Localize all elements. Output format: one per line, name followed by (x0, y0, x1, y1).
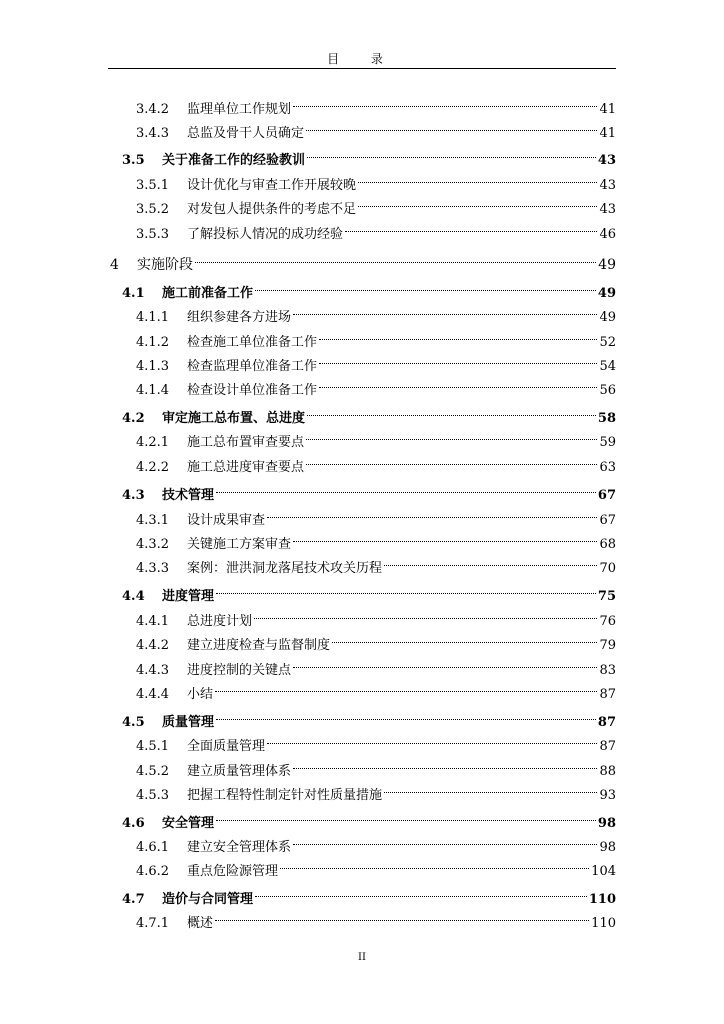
toc-entry-number: 4.2 (122, 411, 145, 426)
toc-entry-number: 4.4 (122, 589, 145, 604)
toc-entry-page: 49 (597, 286, 616, 301)
toc-entry-title: 进度控制的关键点 (187, 663, 292, 678)
toc-entry-title: 组织参建各方进场 (187, 310, 292, 325)
toc-dot-leader (267, 730, 597, 750)
toc-dot-leader (293, 301, 597, 321)
toc-entry[interactable] (136, 831, 616, 855)
page-header-title: 目 录 (327, 52, 397, 66)
toc-entry-number: 4.6.2 (136, 864, 170, 879)
toc-entry-page: 76 (599, 614, 616, 629)
toc-dot-leader (195, 249, 596, 269)
toc-entry-number: 4.2.2 (136, 460, 170, 475)
toc-entry-page: 98 (597, 816, 616, 831)
toc-entry-page: 68 (599, 537, 616, 552)
toc-entry[interactable] (136, 779, 616, 803)
toc-entry-number: 4.5.1 (136, 739, 170, 754)
toc-entry-number: 3.5.2 (136, 202, 170, 217)
toc-entry-title: 检查施工单位准备工作 (187, 335, 318, 350)
toc-dot-leader (306, 451, 597, 471)
toc-entry[interactable] (136, 426, 616, 450)
toc-entry-title: 总进度计划 (187, 614, 253, 629)
toc-entry-title: 施工总布置审查要点 (187, 435, 305, 450)
toc-entry[interactable] (136, 730, 616, 754)
toc-entry-number: 4.6.1 (136, 840, 170, 855)
toc-entry-title: 审定施工总布置、总进度 (162, 411, 306, 426)
toc-dot-leader (216, 479, 596, 499)
toc-entry-number: 4.1.4 (136, 383, 170, 398)
toc-entry[interactable] (136, 117, 616, 141)
toc-entry-number: 4.1.3 (136, 359, 170, 374)
toc-entry-page: 41 (599, 102, 616, 117)
page-number: II (358, 952, 366, 963)
toc-entry[interactable] (136, 755, 616, 779)
toc-entry-title: 建立进度检查与监督制度 (187, 638, 331, 653)
toc-dot-leader (255, 277, 596, 297)
toc-entry-number: 4.1.2 (136, 335, 170, 350)
toc-entry-page: 98 (599, 840, 616, 855)
toc-entry[interactable] (136, 218, 616, 242)
toc-entry-title: 监理单位工作规划 (187, 102, 292, 117)
toc-entry[interactable] (136, 552, 616, 576)
toc-entry[interactable] (136, 629, 616, 653)
toc-entry[interactable] (122, 144, 616, 168)
toc-entry-page: 58 (597, 411, 616, 426)
toc-entry[interactable] (136, 907, 616, 931)
toc-entry-number: 4.7.1 (136, 916, 170, 931)
toc-entry[interactable] (136, 169, 616, 193)
toc-entry-number: 4.5.2 (136, 764, 170, 779)
toc-entry[interactable] (122, 807, 616, 831)
toc-entry[interactable] (122, 706, 616, 730)
toc-entry[interactable] (136, 374, 616, 398)
toc-entry-page: 63 (599, 460, 616, 475)
toc-entry-page: 70 (599, 561, 616, 576)
toc-dot-leader (358, 169, 597, 189)
toc-dot-leader (293, 654, 597, 674)
toc-entry-number: 3.5 (122, 153, 145, 168)
toc-dot-leader (293, 755, 597, 775)
toc-entry-number: 4.4.1 (136, 614, 170, 629)
toc-entry-page: 79 (599, 638, 616, 653)
toc-entry[interactable] (122, 402, 616, 426)
toc-entry-title: 施工总进度审查要点 (187, 460, 305, 475)
toc-dot-leader (307, 144, 596, 164)
toc-entry-title: 质量管理 (162, 715, 215, 730)
toc-entry-title: 设计优化与审查工作开展较晚 (187, 178, 357, 193)
header-divider (108, 68, 616, 69)
toc-entry-number: 4.3.2 (136, 537, 170, 552)
toc-dot-leader (254, 605, 597, 625)
toc-entry-number: 4.3.1 (136, 513, 170, 528)
toc-entry[interactable] (122, 277, 616, 301)
toc-entry-title: 概述 (187, 916, 214, 931)
toc-entry-page: 75 (597, 589, 616, 604)
toc-entry[interactable] (136, 326, 616, 350)
toc-entry-title: 设计成果审查 (187, 513, 266, 528)
toc-dot-leader (332, 629, 597, 649)
toc-entry-title: 总监及骨干人员确定 (187, 126, 305, 141)
toc-entry[interactable] (136, 678, 616, 702)
toc-dot-leader (255, 883, 587, 903)
toc-entry-number: 4.1.1 (136, 310, 170, 325)
toc-entry-number: 3.5.1 (136, 178, 170, 193)
toc-entry-title: 检查监理单位准备工作 (187, 359, 318, 374)
toc-entry-page: 93 (599, 788, 616, 803)
toc-entry-number: 4.4.3 (136, 663, 170, 678)
toc-entry-page: 49 (598, 257, 616, 273)
toc-dot-leader (345, 218, 597, 238)
toc-entry-page: 49 (599, 310, 616, 325)
toc-entry-number: 4.4.4 (136, 687, 170, 702)
toc-dot-leader (306, 117, 597, 137)
toc-entry-title: 安全管理 (162, 816, 215, 831)
toc-dot-leader (293, 831, 597, 851)
toc-entry[interactable] (122, 883, 616, 907)
toc-entry-number: 4.1 (122, 286, 145, 301)
toc-entry-page: 110 (591, 916, 616, 931)
toc-entry-number: 4.5.3 (136, 788, 170, 803)
toc-entry-title: 关键施工方案审查 (187, 537, 292, 552)
toc-entry[interactable] (122, 479, 616, 503)
toc-entry-title: 关于准备工作的经验教训 (162, 153, 306, 168)
toc-dot-leader (280, 855, 589, 875)
toc-entry-page: 67 (597, 488, 616, 503)
toc-entry-number: 4.3 (122, 488, 145, 503)
toc-entry[interactable] (122, 580, 616, 604)
toc-entry[interactable] (110, 249, 616, 273)
toc-dot-leader (267, 504, 597, 524)
toc-entry-page: 104 (591, 864, 616, 879)
toc-entry-title: 进度管理 (162, 589, 215, 604)
toc-dot-leader (215, 907, 589, 927)
toc-dot-leader (384, 552, 597, 572)
toc-entry-number: 4.5 (122, 715, 145, 730)
toc-entry[interactable] (136, 855, 616, 879)
toc-entry-page: 46 (599, 227, 616, 242)
toc-entry-title: 重点危险源管理 (187, 864, 279, 879)
toc-entry-number: 4.4.2 (136, 638, 170, 653)
toc-entry-title: 技术管理 (162, 488, 215, 503)
toc-dot-leader (216, 807, 596, 827)
toc-dot-leader (215, 678, 597, 698)
toc-entry[interactable] (136, 451, 616, 475)
toc-entry-page: 43 (599, 202, 616, 217)
toc-entry-title: 实施阶段 (137, 257, 193, 273)
toc-dot-leader (306, 426, 597, 446)
toc-entry[interactable] (136, 350, 616, 374)
toc-entry-number: 4.7 (122, 892, 145, 907)
toc-entry[interactable] (136, 654, 616, 678)
toc-entry-number: 4.3.3 (136, 561, 170, 576)
toc-entry-page: 52 (599, 335, 616, 350)
toc-dot-leader (307, 402, 596, 422)
toc-entry-number: 4.2.1 (136, 435, 170, 450)
toc-entry-title: 对发包人提供条件的考虑不足 (187, 202, 357, 217)
toc-dot-leader (216, 580, 596, 600)
toc-entry-page: 43 (597, 153, 616, 168)
toc-dot-leader (216, 706, 596, 726)
toc-dot-leader (384, 779, 597, 799)
toc-entry-title: 检查设计单位准备工作 (187, 383, 318, 398)
toc-entry-title: 小结 (187, 687, 214, 702)
toc-entry-page: 41 (599, 126, 616, 141)
toc-entry-page: 43 (599, 178, 616, 193)
toc-entry[interactable] (136, 93, 616, 117)
toc-entry-title: 建立安全管理体系 (187, 840, 292, 855)
toc-entry[interactable] (136, 605, 616, 629)
toc-entry-title: 建立质量管理体系 (187, 764, 292, 779)
toc-dot-leader (293, 528, 597, 548)
toc-entry-number: 3.4.2 (136, 102, 170, 117)
toc-entry-page: 88 (599, 764, 616, 779)
toc-entry[interactable] (136, 193, 616, 217)
toc-entry[interactable] (136, 504, 616, 528)
toc-entry-page: 87 (597, 715, 616, 730)
toc-entry-title: 全面质量管理 (187, 739, 266, 754)
toc-entry[interactable] (136, 528, 616, 552)
toc-entry-page: 59 (599, 435, 616, 450)
toc-entry-title: 造价与合同管理 (162, 892, 254, 907)
toc-entry-page: 83 (599, 663, 616, 678)
toc-entry-title: 了解投标人情况的成功经验 (187, 227, 344, 242)
toc-entry-page: 56 (599, 383, 616, 398)
toc-dot-leader (319, 374, 597, 394)
toc-entry-number: 3.4.3 (136, 126, 170, 141)
toc-entry-page: 67 (599, 513, 616, 528)
toc-entry-number: 4 (110, 257, 119, 273)
toc-dot-leader (293, 93, 597, 113)
toc-dot-leader (319, 326, 597, 346)
toc-entry-page: 54 (599, 359, 616, 374)
toc-entry-number: 3.5.3 (136, 227, 170, 242)
toc-entry-page: 110 (588, 892, 616, 907)
toc-entry-title: 案例：泄洪洞龙落尾技术攻关历程 (187, 561, 383, 576)
toc-entry-page: 87 (599, 739, 616, 754)
toc-entry-number: 4.6 (122, 816, 145, 831)
toc-entry-title: 把握工程特性制定针对性质量措施 (187, 788, 383, 803)
toc-entry-title: 施工前准备工作 (162, 286, 254, 301)
toc-dot-leader (319, 350, 597, 370)
toc-entry-page: 87 (599, 687, 616, 702)
toc-dot-leader (358, 193, 597, 213)
toc-entry[interactable] (136, 301, 616, 325)
